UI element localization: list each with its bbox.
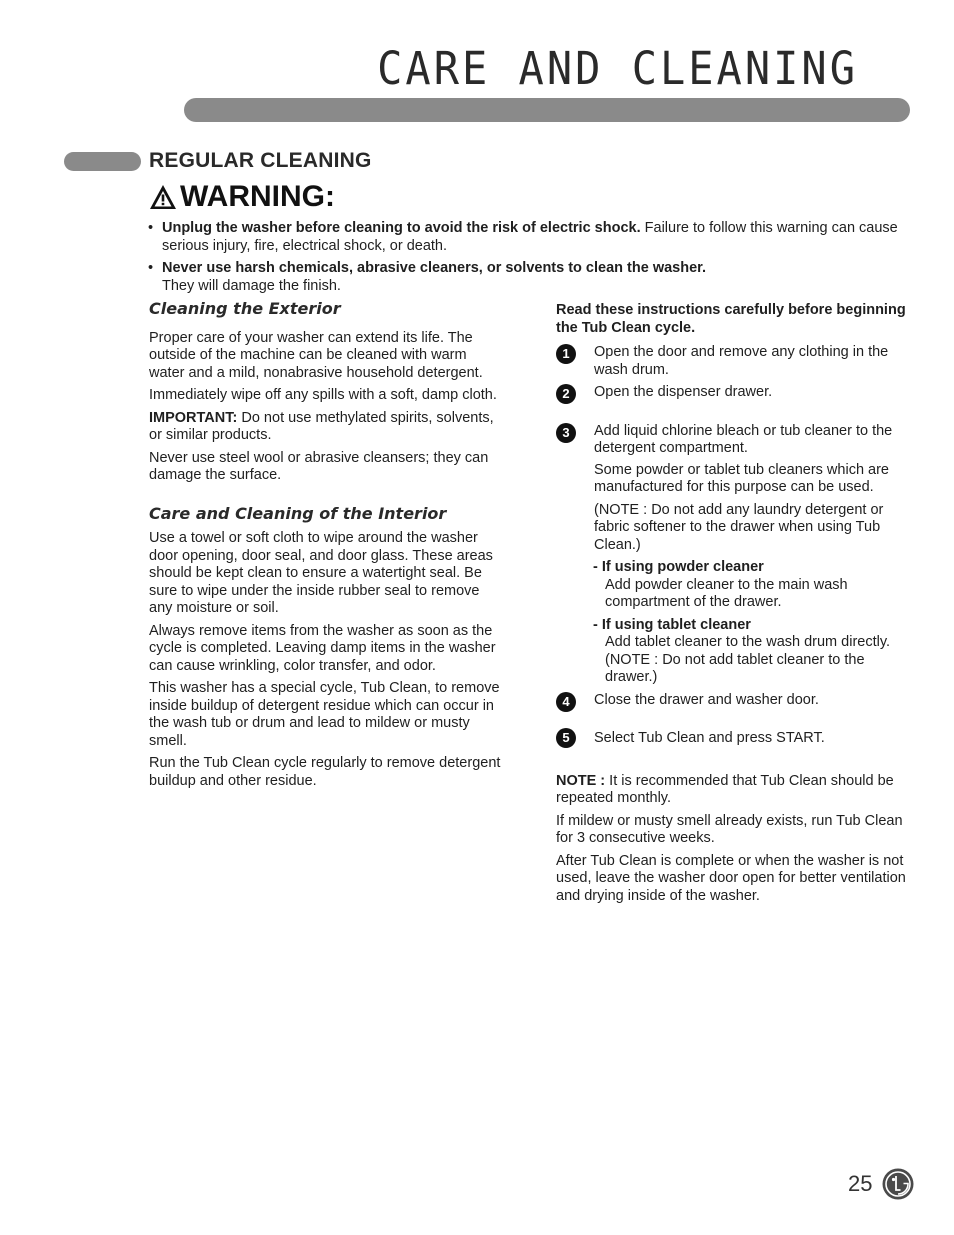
warning-item [148, 259, 918, 295]
section-marker-pill [64, 152, 141, 171]
page-title: CARE AND CLEANING [377, 42, 858, 95]
important-label: IMPORTANT: [149, 409, 238, 426]
exterior-paragraph: Never use steel wool or abrasive cleansers; they can damage the surface. [149, 449, 489, 483]
bullet: • [148, 220, 154, 236]
lg-logo-icon [882, 1168, 914, 1200]
important-paragraph [149, 410, 501, 445]
note-text: It is recommended that Tub Clean should be repeated monthly. [556, 772, 894, 806]
exterior-paragraph: Proper care of your washer can extend its life. The outside of the machine can be cleaned with warm water and a mild, nonabrasive household detergent. [149, 329, 483, 381]
warning-heading [148, 180, 335, 214]
step-number-badge: 5 [556, 728, 576, 748]
step-5 [556, 730, 914, 748]
powder-cleaner-block [556, 559, 914, 612]
interior-paragraph: Always remove items from the washer as soon as the cycle is completed. Leaving damp items in the washer can cause wrinkling, color transfer, and odor. [149, 622, 496, 674]
interior-heading: Care and Cleaning of the Interior [149, 503, 447, 523]
step-4 [556, 692, 914, 710]
step-2 [556, 384, 914, 402]
step-3-note: Some powder or tablet tub cleaners which are manufactured for this purpose can be used. [594, 461, 889, 495]
powder-cleaner-heading: - If using powder cleaner [593, 559, 764, 575]
interior-paragraph: This washer has a special cycle, Tub Clean, to remove inside buildup of detergent residue which can occur in the wash tub or drum and lead to mildew or musty smell. [149, 680, 500, 749]
step-text: Open the door and remove any clothing in the wash drum. [594, 344, 889, 378]
interior-paragraph: Run the Tub Clean cycle regularly to remove detergent buildup and other residue. [149, 755, 501, 789]
exterior-heading: Cleaning the Exterior [149, 299, 341, 318]
warning-item-bold: Never use harsh chemicals, abrasive cleaners, or solvents to clean the washer. [162, 260, 707, 276]
mildew-paragraph: If mildew or musty smell already exists, run Tub Clean for 3 consecutive weeks. [556, 812, 903, 846]
right-column [556, 302, 914, 910]
step-text: Select Tub Clean and press START. [594, 730, 825, 746]
tablet-cleaner-note: (NOTE : Do not add tablet cleaner to the drawer.) [605, 651, 865, 685]
interior-paragraph: Use a towel or soft cloth to wipe around the washer door opening, door seal, and door glass. These areas should be kept clean to ensure a watertight seal. Be sure to wipe under the inside rubber seal to remove any moisture or soil. [149, 530, 493, 616]
powder-cleaner-text: Add powder cleaner to the main wash compartment of the drawer. [605, 576, 848, 610]
step-text: Add liquid chlorine bleach or tub cleaner to the detergent compartment. [594, 422, 893, 456]
note-paragraph [556, 773, 914, 808]
warning-item-text: They will damage the finish. [162, 278, 341, 294]
exterior-paragraph: Immediately wipe off any spills with a soft, damp cloth. [149, 387, 497, 403]
warning-item-text: Failure to follow this warning can cause serious injury, fire, electrical shock, or death. [162, 220, 898, 254]
step-number-badge: 3 [556, 423, 576, 443]
important-text: Do not use methylated spirits, solvents, or similar products. [149, 409, 494, 443]
tablet-cleaner-text: Add tablet cleaner to the wash drum directly. [605, 634, 891, 650]
step-3 [556, 423, 914, 458]
step-3-note: (NOTE : Do not add any laundry detergent or fabric softener to the drawer when using Tub Clean.) [594, 501, 884, 553]
step-number-badge: 2 [556, 384, 576, 404]
step-text: Open the dispenser drawer. [594, 384, 773, 400]
left-column [149, 300, 501, 795]
after-paragraph: After Tub Clean is complete or when the washer is not used, leave the washer door open for better ventilation and drying inside of the washer. [556, 852, 906, 904]
note-label: NOTE : [556, 772, 606, 789]
title-bar-divider [184, 98, 910, 122]
tablet-cleaner-block [556, 617, 914, 687]
bullet: • [148, 260, 154, 276]
step-1 [556, 344, 914, 379]
warning-triangle-icon [148, 183, 178, 211]
warning-list [148, 219, 918, 299]
step-text: Close the drawer and washer door. [594, 691, 819, 708]
page-number: 25 [848, 1171, 873, 1196]
section-heading: REGULAR CLEANING [149, 149, 372, 172]
step-number-badge: 4 [556, 692, 576, 712]
instructions-intro: Read these instructions carefully before beginning the Tub Clean cycle. [556, 302, 906, 336]
tablet-cleaner-heading: - If using tablet cleaner [593, 616, 751, 633]
step-number-badge: 1 [556, 344, 576, 364]
warning-title: WARNING: [180, 180, 335, 213]
warning-item [148, 219, 918, 255]
warning-item-bold: Unplug the washer before cleaning to avoid the risk of electric shock. [162, 220, 641, 236]
